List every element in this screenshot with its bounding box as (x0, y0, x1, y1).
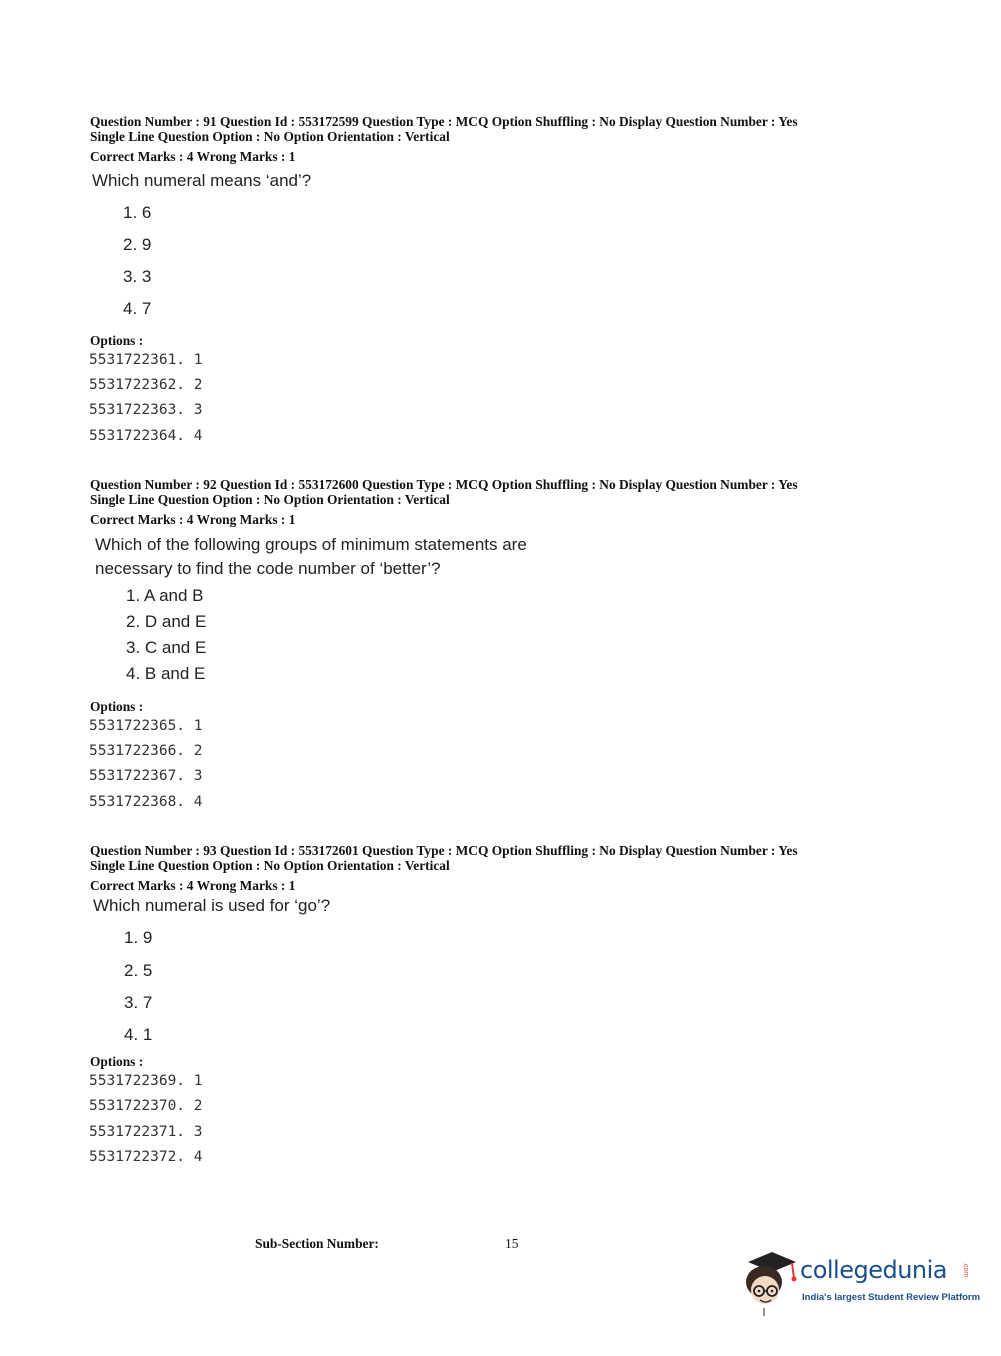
option-id: 5531722367. 3 (89, 768, 203, 784)
brand-suffix: .com (962, 1262, 969, 1278)
question-meta-line1: Question Number : 93 Question Id : 553172601 Question Type : MCQ Option Shuffling : No Display Question Number : Yes (90, 843, 798, 858)
question-meta-line2: Single Line Question Option : No Option Orientation : Vertical (90, 858, 450, 873)
question-meta-line1: Question Number : 91 Question Id : 553172599 Question Type : MCQ Option Shuffling : No Display Question Number : Yes (90, 114, 798, 129)
options-label: Options : (90, 333, 144, 348)
question-text: Which numeral is used for ‘go’? (93, 896, 331, 915)
choice-item: 3. 7 (124, 993, 153, 1012)
question-marks: Correct Marks : 4 Wrong Marks : 1 (90, 149, 296, 164)
option-id: 5531722370. 2 (89, 1098, 203, 1114)
question-marks: Correct Marks : 4 Wrong Marks : 1 (90, 878, 296, 893)
option-id: 5531722372. 4 (89, 1149, 203, 1165)
choice-item: 2. D and E (126, 612, 207, 631)
collegedunia-logo (740, 1248, 981, 1318)
choice-item: 1. 6 (123, 203, 152, 222)
option-id: 5531722361. 1 (89, 352, 203, 368)
subsection-value: 15 (505, 1236, 519, 1251)
choice-item: 3. 3 (123, 267, 152, 286)
question-text: Which of the following groups of minimum statements are (95, 535, 527, 554)
choice-item: 2. 5 (124, 961, 153, 980)
option-id: 5531722366. 2 (89, 743, 203, 759)
option-id: 5531722368. 4 (89, 794, 203, 810)
choice-item: 1. A and B (126, 586, 204, 605)
question-93 (90, 843, 930, 893)
question-92 (90, 477, 930, 527)
choice-item: 3. C and E (126, 638, 207, 657)
question-meta-line2: Single Line Question Option : No Option Orientation : Vertical (90, 492, 450, 507)
question-meta-line2: Single Line Question Option : No Option Orientation : Vertical (90, 129, 450, 144)
choice-item: 2. 9 (123, 235, 152, 254)
subsection-label: Sub-Section Number: (255, 1236, 379, 1251)
option-id: 5531722371. 3 (89, 1124, 203, 1140)
brand-name: collegedunia (800, 1256, 948, 1284)
brand-tagline: India's largest Student Review Platform (802, 1292, 981, 1303)
option-id: 5531722365. 1 (89, 718, 203, 734)
choice-item: 4. 1 (124, 1025, 153, 1044)
choice-item: 1. 9 (124, 928, 153, 947)
options-label: Options : (90, 1054, 144, 1069)
option-id: 5531722369. 1 (89, 1073, 203, 1089)
option-id: 5531722364. 4 (89, 428, 203, 444)
question-text: Which numeral means ‘and’? (92, 171, 312, 190)
option-id: 5531722362. 2 (89, 377, 203, 393)
question-marks: Correct Marks : 4 Wrong Marks : 1 (90, 512, 296, 527)
question-meta-line1: Question Number : 92 Question Id : 553172600 Question Type : MCQ Option Shuffling : No Display Question Number : Yes (90, 477, 798, 492)
options-label: Options : (90, 699, 144, 714)
option-id: 5531722363. 3 (89, 402, 203, 418)
mascot-icon (740, 1248, 800, 1318)
question-91 (90, 114, 930, 164)
choice-item: 4. B and E (126, 664, 206, 683)
question-text: necessary to find the code number of ‘better’? (95, 559, 441, 578)
choice-item: 4. 7 (123, 299, 152, 318)
